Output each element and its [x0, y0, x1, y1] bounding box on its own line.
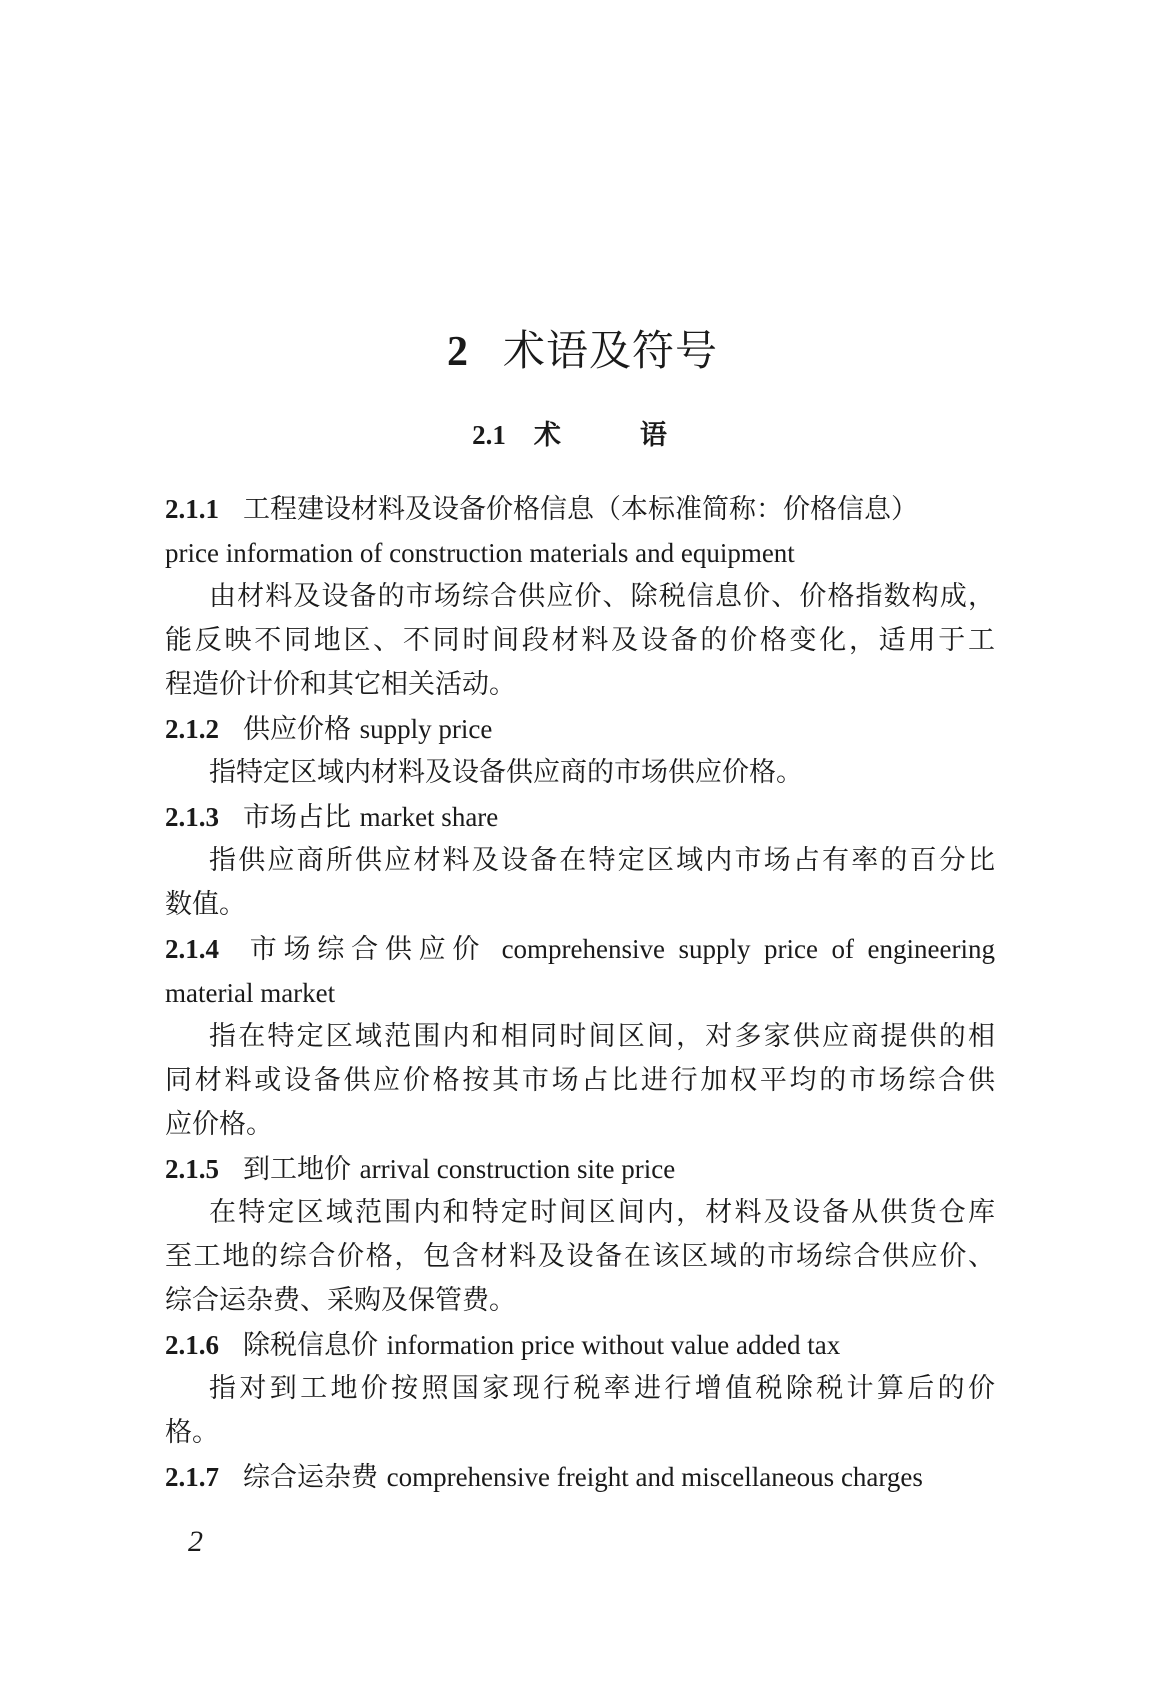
section-title-text: 术 语 [533, 420, 693, 451]
term-heading [165, 487, 995, 531]
term-heading [165, 1455, 995, 1499]
term-heading [165, 707, 995, 751]
terms-body [165, 487, 995, 1499]
term-number: 2.1.5 [165, 1154, 219, 1184]
term-definition-line: 数值。 [165, 889, 246, 920]
term-definition-line: 指在特定区域范围内和相同时间区间，对多家供应商提供的相 [209, 1021, 995, 1052]
term-zh: 到工地价 [243, 1154, 351, 1185]
term-definition-line: 综合运杂费、采购及保管费。 [165, 1285, 516, 1316]
term-zh: 工程建设材料及设备价格信息（本标准简称：价格信息） [243, 494, 918, 525]
page-number: 2 [188, 1525, 203, 1558]
term-definition-line: 指对到工地价按照国家现行税率进行增值税除税计算后的价 [209, 1373, 995, 1404]
term-number: 2.1.1 [165, 494, 219, 524]
term-heading [165, 1323, 995, 1367]
term-definition-line: 应价格。 [165, 1109, 273, 1140]
term-number: 2.1.3 [165, 802, 219, 832]
term-en: price information of construction materials and equipment [165, 538, 795, 568]
chapter-title-text: 术语及符号 [502, 326, 718, 375]
term-definition-line: 指特定区域内材料及设备供应商的市场供应价格。 [209, 757, 803, 788]
section-number: 2.1 [472, 420, 506, 450]
term-en-continued: material market [165, 978, 336, 1008]
term-definition-line: 由材料及设备的市场综合供应价、除税信息价、价格指数构成， [209, 581, 995, 612]
term-zh: 综合运杂费 [243, 1462, 378, 1493]
term-zh: 供应价格 [243, 714, 351, 745]
section-title [0, 413, 1165, 452]
term-definition-line: 程造价计价和其它相关活动。 [165, 669, 516, 700]
term-number: 2.1.4 [165, 934, 219, 964]
term-definition-line: 指供应商所供应材料及设备在特定区域内市场占有率的百分比 [209, 845, 995, 876]
term-definition-line: 同材料或设备供应价格按其市场占比进行加权平均的市场综合供 [165, 1065, 995, 1096]
term-number: 2.1.6 [165, 1330, 219, 1360]
term-en: market share [359, 802, 499, 832]
chapter-number: 2 [446, 329, 469, 375]
term-en: information price without value added tax [386, 1330, 841, 1360]
term-definition-line: 能反映不同地区、不同时间段材料及设备的价格变化，适用于工 [165, 625, 995, 656]
term-en: supply price [359, 714, 493, 744]
term-definition-line: 至工地的综合价格，包含材料及设备在该区域的市场综合供应价、 [165, 1241, 995, 1272]
term-heading [165, 795, 995, 839]
term-en: arrival construction site price [359, 1154, 676, 1184]
term-zh: 除税信息价 [243, 1330, 378, 1361]
term-en: comprehensive freight and miscellaneous charges [386, 1462, 923, 1492]
term-number: 2.1.7 [165, 1462, 219, 1492]
chapter-title [0, 318, 1165, 378]
term-number: 2.1.2 [165, 714, 219, 744]
term-zh: 市场综合供应价 [243, 934, 487, 965]
term-definition-line: 在特定区域范围内和特定时间区间内，材料及设备从供货仓库 [209, 1197, 995, 1228]
term-zh: 市场占比 [243, 802, 351, 833]
term-en: comprehensive supply price of engineering [501, 934, 995, 964]
term-heading [165, 927, 995, 971]
term-definition-line: 格。 [165, 1417, 219, 1448]
term-heading [165, 1147, 995, 1191]
